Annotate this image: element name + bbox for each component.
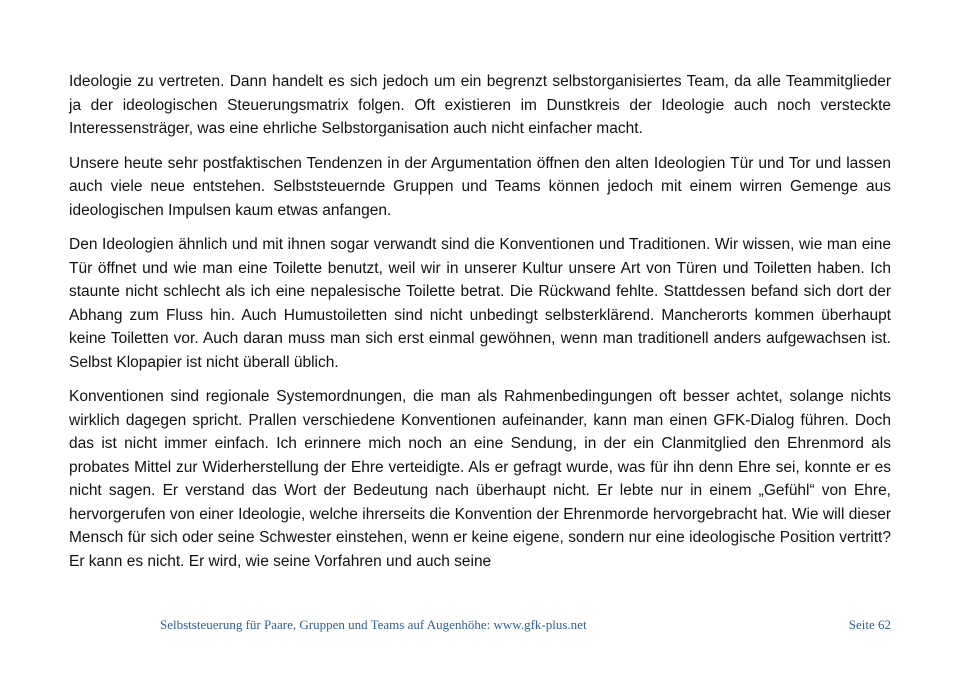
- paragraph-3: Den Ideologien ähnlich und mit ihnen sogar verwandt sind die Konventionen und Traditionen. Wir wissen, wie man eine Tür öffnet und wie man eine Toilette benutzt, weil wir in unserer Kultur unsere Art von Türen und Toiletten haben. Ich staunte nicht schlecht als ich eine nepalesische Toilette betrat. Die Rückwand fehlte. Stattdessen befand sich dort der Abhang zum Fluss hin. Auch Humustoiletten sind nicht unbedingt selbsterklärend. Mancherorts kommen überhaupt keine Toiletten vor. Auch daran muss man sich erst einmal gewöhnen, wenn man traditionell anders aufgewachsen ist. Selbst Klopapier ist nicht überall üblich.: [69, 236, 891, 371]
- paragraph-1: Ideologie zu vertreten. Dann handelt es sich jedoch um ein begrenzt selbstorganisiertes Team, da alle Teammitglieder ja der ideologischen Steuerungsmatrix folgen. Oft existieren im Dunstkreis der Ideologie auch noch versteckte Interessensträger, was eine ehrliche Selbstorganisation auch nicht einfacher macht.: [69, 73, 891, 137]
- footer-title: Selbststeuerung für Paare, Gruppen und Teams auf Augenhöhe: www.gfk-plus.net: [160, 617, 587, 632]
- paragraph-4: Konventionen sind regionale Systemordnungen, die man als Rahmenbedingungen oft besser achtet, solange nichts wirklich dagegen spricht. Prallen verschiedene Konventionen aufeinander, kann man einen GFK-Dialog führen. Doch das ist nicht immer einfach. Ich erinnere mich noch an eine Sendung, in der ein Clanmitglied den Ehrenmord als probates Mittel zur Widerherstellung der Ehre verteidigte. Als er gefragt wurde, was für ihn denn Ehre sei, konnte er es nicht sagen. Er verstand das Wort der Bedeutung nach überhaupt nicht. Er lebte nur in einem „Gefühl“ von Ehre, hervorgerufen von einer Ideologie, welche ihrerseits die Konvention der Ehrenmorde hervorgebracht hat. Wie will dieser Mensch für sich oder seine Schwester einstehen, wenn er keine eigene, sondern nur eine ideologische Position vertritt? Er kann es nicht. Er wird, wie seine Vorfahren und auch seine: [69, 388, 891, 570]
- body-text: [69, 70, 891, 584]
- page-number: Seite 62: [848, 617, 891, 632]
- paragraph-2: Unsere heute sehr postfaktischen Tendenzen in der Argumentation öffnen den alten Ideologien Tür und Tor und lassen auch viele neue entstehen. Selbststeuernde Gruppen und Teams können jedoch mit einem wirren Gemenge aus ideologischen Impulsen kaum etwas anfangen.: [69, 154, 891, 219]
